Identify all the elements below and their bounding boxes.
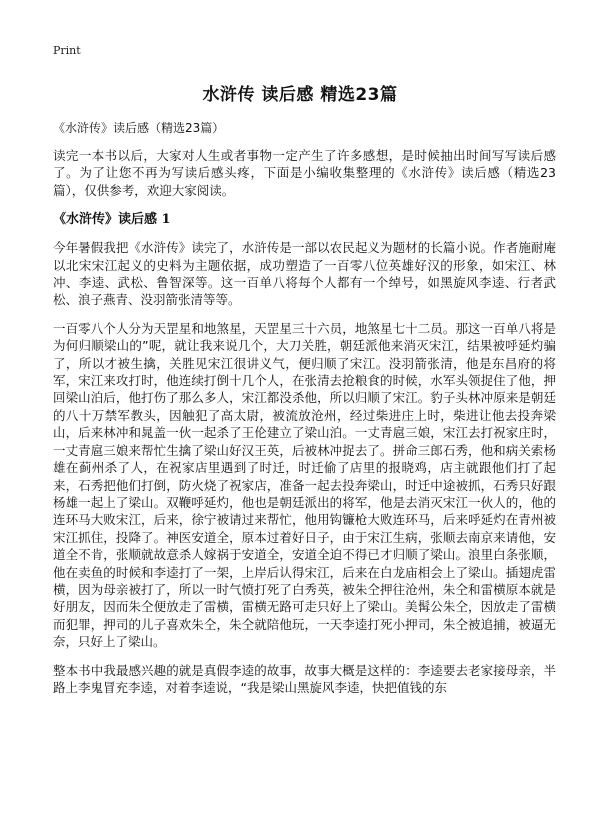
print-link[interactable]: Print [53,44,81,57]
body-paragraph: 整本书中我最感兴趣的就是真假李逵的故事，故事大概是这样的：李逵要去老家接母亲，半路上李鬼冒充李逵，对着李逵说，“我是梁山黑旋风李逵，快把值钱的东 [53,662,556,695]
document-body [53,120,556,707]
intro-paragraph: 读完一本书以后，大家对人生或者事物一定产生了许多感想，是时候抽出时间写写读后感了。为了让您不再为写读后感头疼，下面是小编收集整理的《水浒传》读后感（精选23篇），仅供参考，欢迎大家阅读。 [53,148,556,198]
document-title: 水浒传 读后感 精选23篇 [202,85,398,105]
section-heading: 《水浒传》读后感 1 [53,212,171,228]
body-paragraph: 今年暑假我把《水浒传》读完了，水浒传是一部以农民起义为题材的长篇小说。作者施耐庵以北宋宋江起义的史料为主题依据，成功塑造了一百零八位英雄好汉的形象，如宋江、林冲、李逵、武松、鲁智深等。这一百单八将每个人都有一个绰号，如黑旋风李逵、行者武松、浪子燕青、没羽箭张清等等。 [53,240,556,308]
body-paragraph: 一百零八个人分为天罡星和地煞星，天罡星三十六员，地煞星七十二员。那这一百单八将是为何归顺梁山的”呢，就让我来说几个，大刀关胜，朝廷派他来消灭宋江，结果被呼延灼骗了，所以才被生擒，关胜见宋江很讲义气，便归顺了宋江。没羽箭张清，他是东昌府的将军，宋江来攻打时，他连续打倒十几个人，在张清去抢粮食的时候，水军头领捉住了他，押回梁山泊后，他打伤了那么多人，宋江都没杀他，所以归顺了宋江。豹子头林冲原来是朝廷的八十万禁军教头，因触犯了高太尉，被流放沧州，经过柴进庄上时，柴进让他去投奔梁山，后来林冲和晁盖一伙一起杀了王伦建立了梁山泊。一丈青扈三娘，宋江去打祝家庄时，一丈青扈三娘来帮忙生擒了梁山好汉王英，后被林冲捉去了。拼命三郎石秀，他和病关索杨雄在蓟州杀了人，在祝家店里遇到了时迁，时迁偷了店里的报晓鸡，店主就跟他们打了起来，石秀把他们打倒，防火烧了祝家店，准备一起去投奔梁山，时迁中途被抓，石秀只好跟杨雄一起上了梁山。双鞭呼延灼，他也是朝廷派出的将军，他是去消灭宋江一伙人的，他的连环马大败宋江，后来，徐宁被请过来帮忙，他用钩镰枪大败连环马，后来呼延灼在青州被宋江抓住，投降了。神医安道全，原本过着好日子，由于宋江生病，张顺去南京来请他，安道全不肯，张顺就故意杀人嫁祸于安道全，安道全迫不得已才归顺了梁山。浪里白条张顺，他在卖鱼的时候和李逵打了一架，上岸后认得宋江，后来在白龙庙相会上了梁山。插翅虎雷横，因为母亲被打了，所以一时气愤打死了白秀英，被朱仝押往沧州，朱仝和雷横原本就是好朋友，因而朱仝便放走了雷横，雷横无路可走只好上了梁山。美髯公朱仝，因放走了雷横而犯罪，押司的儿子喜欢朱仝，朱仝就陪他玩，一天李逵打死小押司，朱仝被追捕，被逼无奈，只好上了梁山。 [53,320,556,650]
document-subtitle: 《水浒传》读后感（精选23篇） [53,121,225,135]
